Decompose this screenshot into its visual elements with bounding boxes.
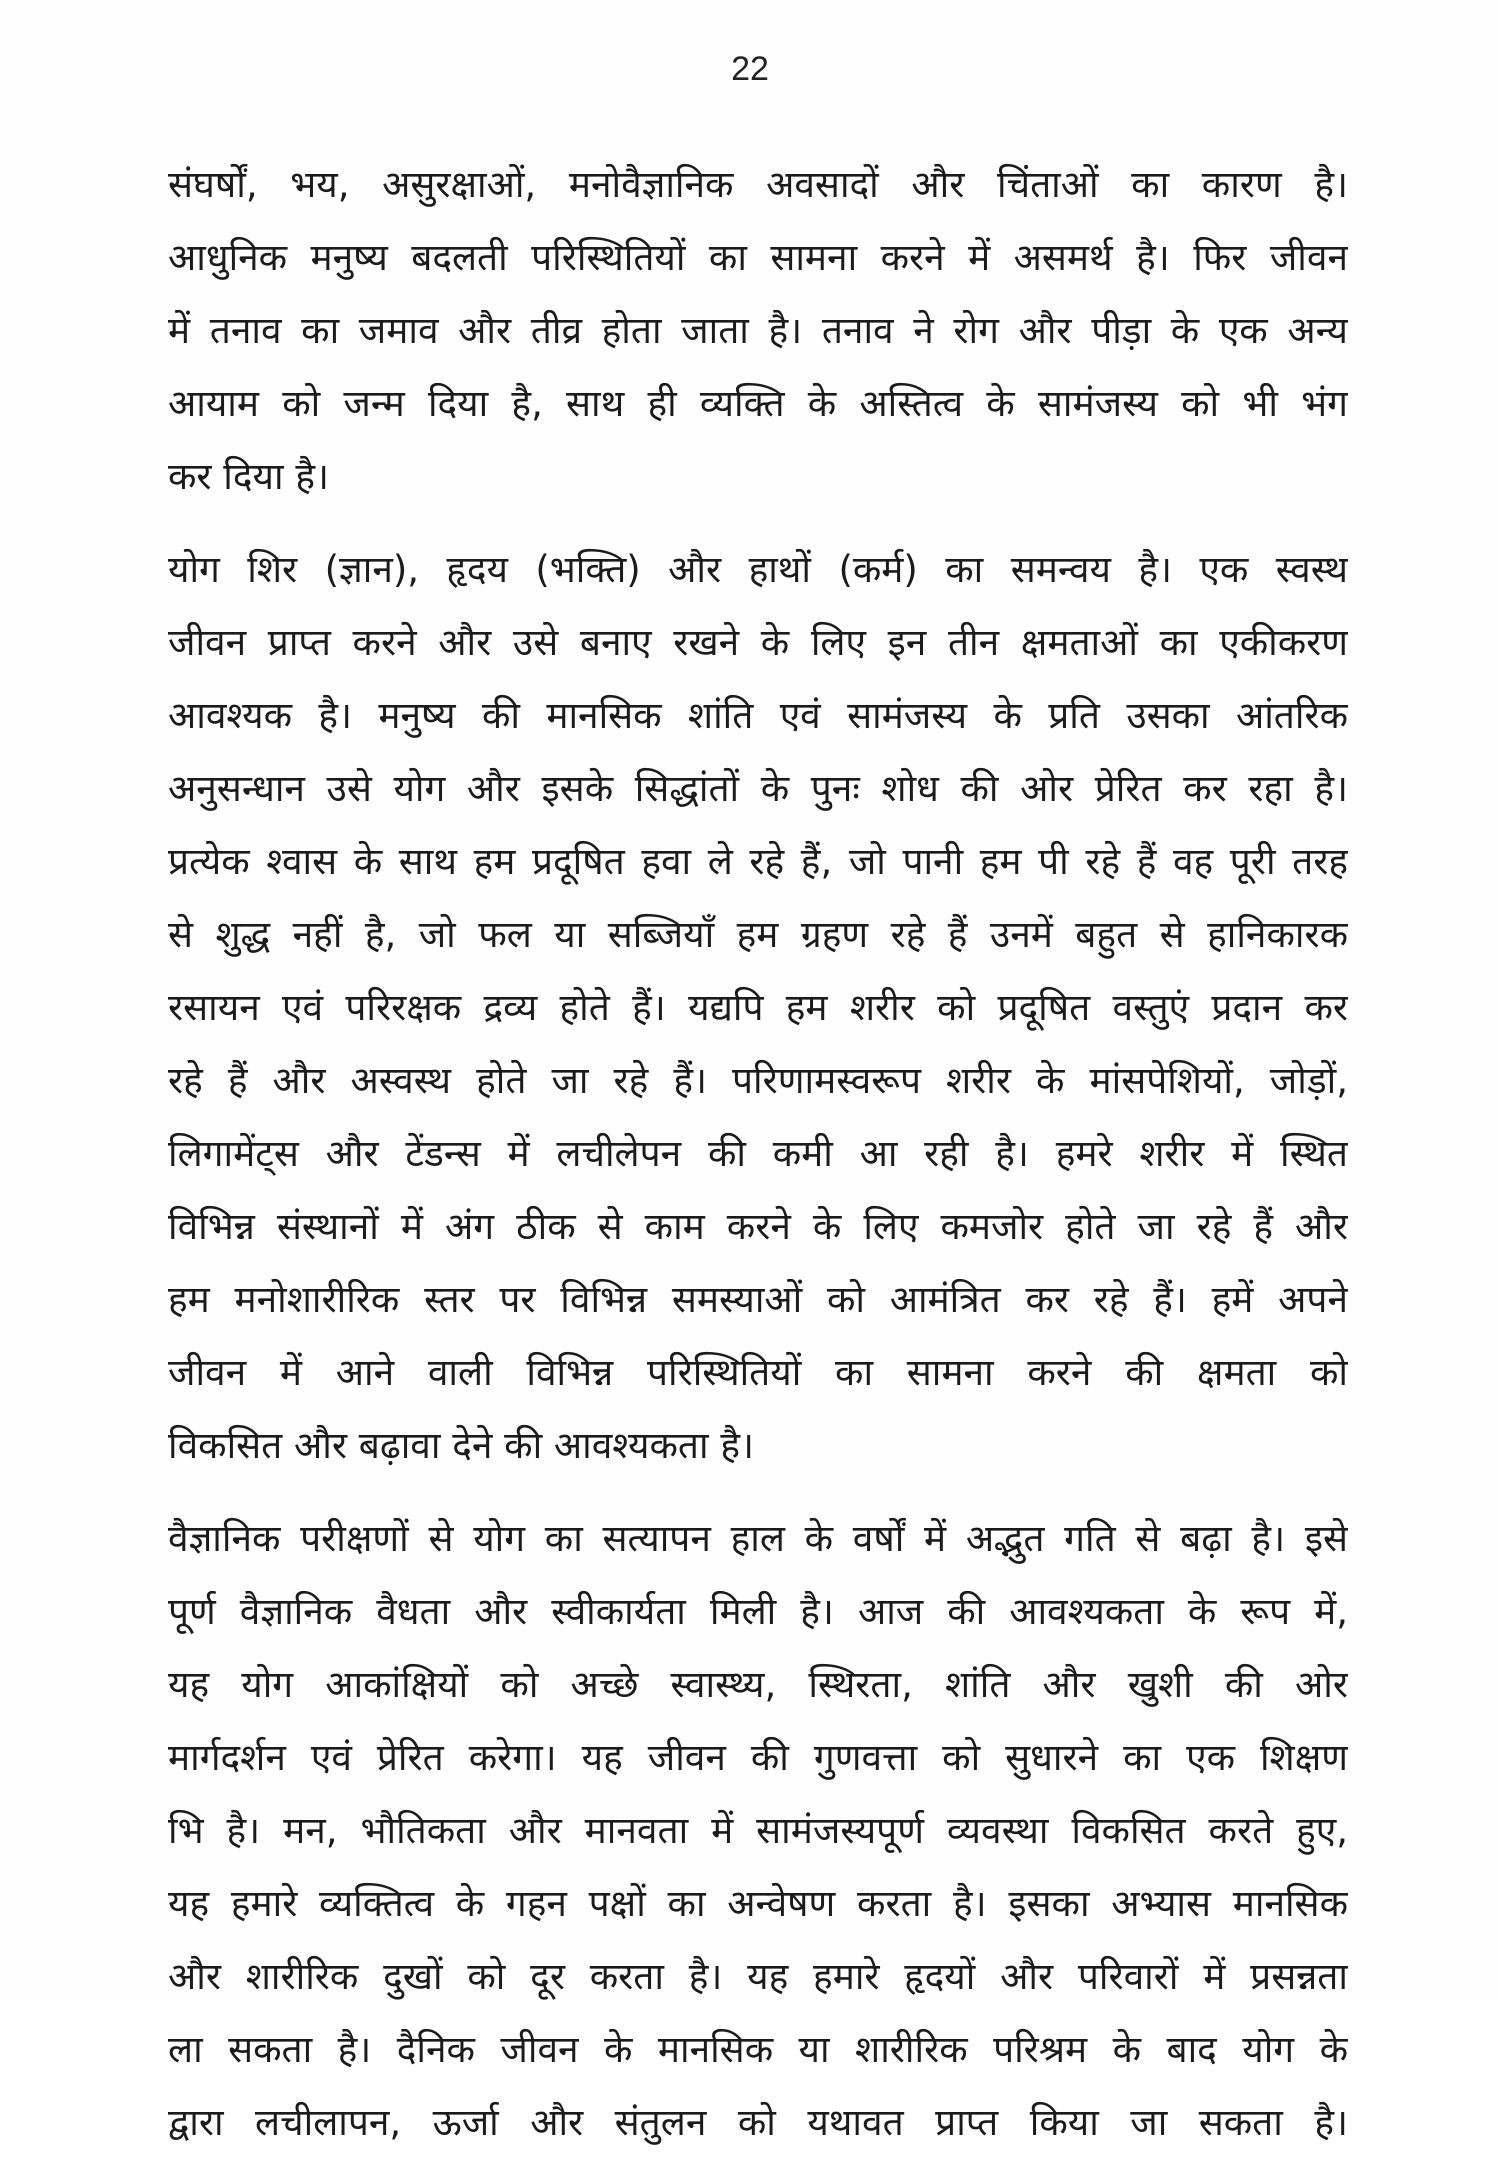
text-line: भि है। मन, भौतिकता और मानवता में सामंजस्यपूर्ण व्यवस्था विकसित करते हुए,: [168, 1809, 1348, 1852]
text-line: आधुनिक मनुष्य बदलती परिस्थितियों का सामना करने में असमर्थ है। फिर जीवन: [168, 236, 1348, 279]
text-line: वैज्ञानिक परीक्षणों से योग का सत्यापन हाल के वर्षों में अद्भुत गति से बढ़ा है। इसे: [168, 1517, 1348, 1560]
text-line: विभिन्न संस्थानों में अंग ठीक से काम करने के लिए कमजोर होते जा रहे हैं और: [168, 1205, 1348, 1248]
text-line: अनुसन्धान उसे योग और इसके सिद्धांतों के पुनः शोध की ओर प्रेरित कर रहा है।: [168, 767, 1348, 810]
text-line: से शुद्ध नहीं है, जो फल या सब्जियाँ हम ग्रहण रहे हैं उनमें बहुत से हानिकारक: [168, 913, 1348, 956]
text-line: जीवन प्राप्त करने और उसे बनाए रखने के लिए इन तीन क्षमताओं का एकीकरण: [168, 621, 1348, 664]
text-line: पूर्ण वैज्ञानिक वैधता और स्वीकार्यता मिली है। आज की आवश्यकता के रूप में,: [168, 1590, 1348, 1633]
text-line: द्वारा लचीलापन, ऊर्जा और संतुलन को यथावत प्राप्त किया जा सकता है।: [168, 2101, 1348, 2144]
text-line: यह योग आकांक्षियों को अच्छे स्वास्थ्य, स्थिरता, शांति और खुशी की ओर: [168, 1663, 1348, 1706]
paragraph-2: [168, 533, 1348, 1482]
text-line: जीवन में आने वाली विभिन्न परिस्थितियों का सामना करने की क्षमता को: [168, 1351, 1348, 1394]
paragraph-1: [168, 148, 1348, 513]
text-line: ला सकता है। दैनिक जीवन के मानसिक या शारीरिक परिश्रम के बाद योग के: [168, 2028, 1348, 2071]
text-line: मार्गदर्शन एवं प्रेरित करेगा। यह जीवन की गुणवत्ता को सुधारने का एक शिक्षण: [168, 1736, 1348, 1779]
text-line: संघर्षों, भय, असुरक्षाओं, मनोवैज्ञानिक अवसादों और चिंताओं का कारण है।: [168, 163, 1348, 206]
page-body: [168, 148, 1348, 2179]
text-line: कर दिया है।: [168, 455, 330, 498]
paragraph-3: [168, 1502, 1348, 2159]
text-line: प्रत्येक श्वास के साथ हम प्रदूषित हवा ले रहे हैं, जो पानी हम पी रहे हैं वह पूरी तरह: [168, 840, 1348, 883]
text-line: हम मनोशारीरिक स्तर पर विभिन्न समस्याओं को आमंत्रित कर रहे हैं। हमें अपने: [168, 1278, 1348, 1321]
text-line: लिगामेंट्स और टेंडन्स में लचीलेपन की कमी आ रही है। हमरे शरीर में स्थित: [168, 1132, 1348, 1175]
text-line: आयाम को जन्म दिया है, साथ ही व्यक्ति के अस्तित्व के सामंजस्य को भी भंग: [168, 382, 1348, 425]
text-line: रहे हैं और अस्वस्थ होते जा रहे हैं। परिणामस्वरूप शरीर के मांसपेशियों, जोड़ों,: [168, 1059, 1348, 1102]
text-line: और शारीरिक दुखों को दूर करता है। यह हमारे हृदयों और परिवारों में प्रसन्नता: [168, 1955, 1348, 1998]
text-line: आवश्यक है। मनुष्य की मानसिक शांति एवं सामंजस्य के प्रति उसका आंतरिक: [168, 694, 1348, 737]
text-line: रसायन एवं परिरक्षक द्रव्य होते हैं। यद्यपि हम शरीर को प्रदूषित वस्तुएं प्रदान कर: [168, 986, 1348, 1029]
text-line: योग शिर (ज्ञान), हृदय (भक्ति) और हाथों (कर्म) का समन्वय है। एक स्वस्थ: [168, 548, 1348, 591]
text-line: विकसित और बढ़ावा देने की आवश्यकता है।: [168, 1424, 755, 1467]
text-line: यह हमारे व्यक्तित्व के गहन पक्षों का अन्वेषण करता है। इसका अभ्यास मानसिक: [168, 1882, 1348, 1925]
text-line: में तनाव का जमाव और तीव्र होता जाता है। तनाव ने रोग और पीड़ा के एक अन्य: [168, 309, 1348, 352]
page-number: 22: [731, 50, 769, 88]
